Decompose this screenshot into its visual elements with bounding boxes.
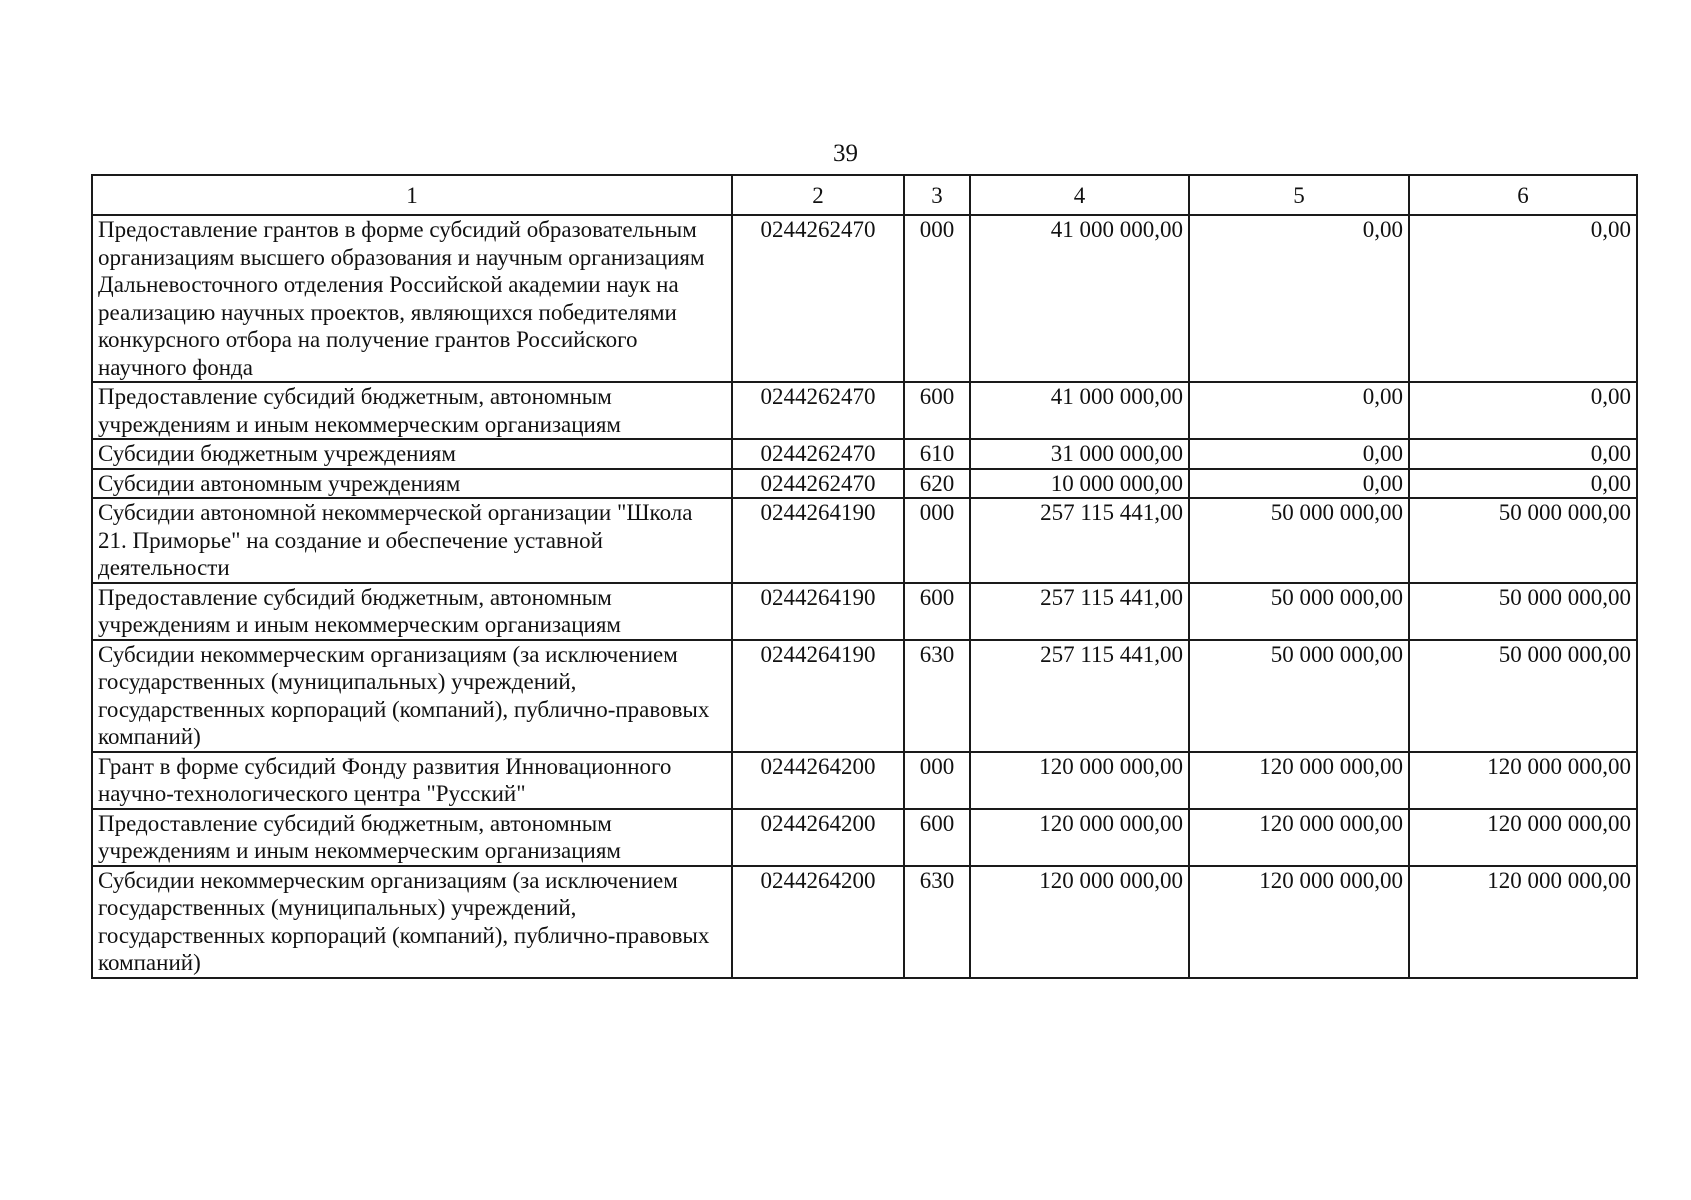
row-amount-col-5: 0,00 xyxy=(1189,215,1409,382)
row-expense-kind: 000 xyxy=(904,752,970,809)
row-amount-col-4: 120 000 000,00 xyxy=(970,752,1189,809)
table-row xyxy=(92,866,1637,978)
row-amount-col-4: 31 000 000,00 xyxy=(970,439,1189,469)
row-expense-kind: 600 xyxy=(904,382,970,439)
row-name: Предоставление субсидий бюджетным, автономным учреждениям и иным некоммерческим организациям xyxy=(92,382,732,439)
header-col-6: 6 xyxy=(1409,175,1637,215)
row-name: Предоставление грантов в форме субсидий образовательным организациям высшего образования и научным организациям Дальневосточного отделения Российской академии наук на реализацию научных проектов, являющихся победителями конкурсного отбора на получение грантов Российского научного фонда xyxy=(92,215,732,382)
row-target-code: 0244262470 xyxy=(732,439,904,469)
row-expense-kind: 000 xyxy=(904,215,970,382)
row-amount-col-5: 120 000 000,00 xyxy=(1189,752,1409,809)
table-row xyxy=(92,382,1637,439)
row-amount-col-5: 50 000 000,00 xyxy=(1189,640,1409,752)
row-amount-col-4: 120 000 000,00 xyxy=(970,809,1189,866)
row-amount-col-6: 50 000 000,00 xyxy=(1409,640,1637,752)
row-name: Субсидии бюджетным учреждениям xyxy=(92,439,732,469)
row-target-code: 0244264190 xyxy=(732,583,904,640)
row-target-code: 0244262470 xyxy=(732,382,904,439)
row-name: Грант в форме субсидий Фонду развития Инновационного научно-технологического центра "Русский" xyxy=(92,752,732,809)
row-expense-kind: 630 xyxy=(904,640,970,752)
row-expense-kind: 630 xyxy=(904,866,970,978)
row-expense-kind: 620 xyxy=(904,469,970,499)
table-row xyxy=(92,469,1637,499)
row-amount-col-5: 50 000 000,00 xyxy=(1189,498,1409,583)
header-col-1: 1 xyxy=(92,175,732,215)
row-target-code: 0244264200 xyxy=(732,809,904,866)
row-target-code: 0244262470 xyxy=(732,469,904,499)
row-amount-col-4: 257 115 441,00 xyxy=(970,498,1189,583)
header-row xyxy=(92,175,1637,215)
row-amount-col-6: 120 000 000,00 xyxy=(1409,809,1637,866)
row-target-code: 0244264190 xyxy=(732,498,904,583)
budget-table xyxy=(91,174,1638,979)
row-amount-col-5: 120 000 000,00 xyxy=(1189,809,1409,866)
row-name: Предоставление субсидий бюджетным, автономным учреждениям и иным некоммерческим организациям xyxy=(92,583,732,640)
table-row xyxy=(92,498,1637,583)
row-amount-col-6: 120 000 000,00 xyxy=(1409,866,1637,978)
table-header xyxy=(92,175,1637,215)
row-amount-col-5: 120 000 000,00 xyxy=(1189,866,1409,978)
row-amount-col-5: 0,00 xyxy=(1189,382,1409,439)
row-amount-col-4: 41 000 000,00 xyxy=(970,382,1189,439)
row-amount-col-4: 257 115 441,00 xyxy=(970,583,1189,640)
row-amount-col-4: 257 115 441,00 xyxy=(970,640,1189,752)
row-amount-col-5: 50 000 000,00 xyxy=(1189,583,1409,640)
row-target-code: 0244264200 xyxy=(732,752,904,809)
table-row xyxy=(92,215,1637,382)
table-row xyxy=(92,809,1637,866)
row-amount-col-5: 0,00 xyxy=(1189,469,1409,499)
row-amount-col-5: 0,00 xyxy=(1189,439,1409,469)
row-name: Субсидии некоммерческим организациям (за исключением государственных (муниципальных) учреждений, государственных корпораций (компаний), публично-правовых компаний) xyxy=(92,640,732,752)
row-amount-col-6: 120 000 000,00 xyxy=(1409,752,1637,809)
row-target-code: 0244264200 xyxy=(732,866,904,978)
row-target-code: 0244264190 xyxy=(732,640,904,752)
row-name: Предоставление субсидий бюджетным, автономным учреждениям и иным некоммерческим организациям xyxy=(92,809,732,866)
row-amount-col-4: 120 000 000,00 xyxy=(970,866,1189,978)
row-expense-kind: 600 xyxy=(904,809,970,866)
table-body xyxy=(92,215,1637,978)
page-number: 39 xyxy=(833,140,858,167)
row-amount-col-4: 41 000 000,00 xyxy=(970,215,1189,382)
row-amount-col-4: 10 000 000,00 xyxy=(970,469,1189,499)
row-amount-col-6: 0,00 xyxy=(1409,439,1637,469)
row-name: Субсидии автономным учреждениям xyxy=(92,469,732,499)
row-name: Субсидии некоммерческим организациям (за исключением государственных (муниципальных) учреждений, государственных корпораций (компаний), публично-правовых компаний) xyxy=(92,866,732,978)
row-amount-col-6: 50 000 000,00 xyxy=(1409,583,1637,640)
table-row xyxy=(92,439,1637,469)
row-expense-kind: 610 xyxy=(904,439,970,469)
row-name: Субсидии автономной некоммерческой организации "Школа 21. Приморье" на создание и обеспечение уставной деятельности xyxy=(92,498,732,583)
header-col-5: 5 xyxy=(1189,175,1409,215)
row-amount-col-6: 0,00 xyxy=(1409,215,1637,382)
table-row xyxy=(92,640,1637,752)
table-row xyxy=(92,583,1637,640)
row-amount-col-6: 0,00 xyxy=(1409,382,1637,439)
row-amount-col-6: 0,00 xyxy=(1409,469,1637,499)
row-amount-col-6: 50 000 000,00 xyxy=(1409,498,1637,583)
header-col-2: 2 xyxy=(732,175,904,215)
table-row xyxy=(92,752,1637,809)
header-col-4: 4 xyxy=(970,175,1189,215)
header-col-3: 3 xyxy=(904,175,970,215)
row-target-code: 0244262470 xyxy=(732,215,904,382)
row-expense-kind: 000 xyxy=(904,498,970,583)
row-expense-kind: 600 xyxy=(904,583,970,640)
